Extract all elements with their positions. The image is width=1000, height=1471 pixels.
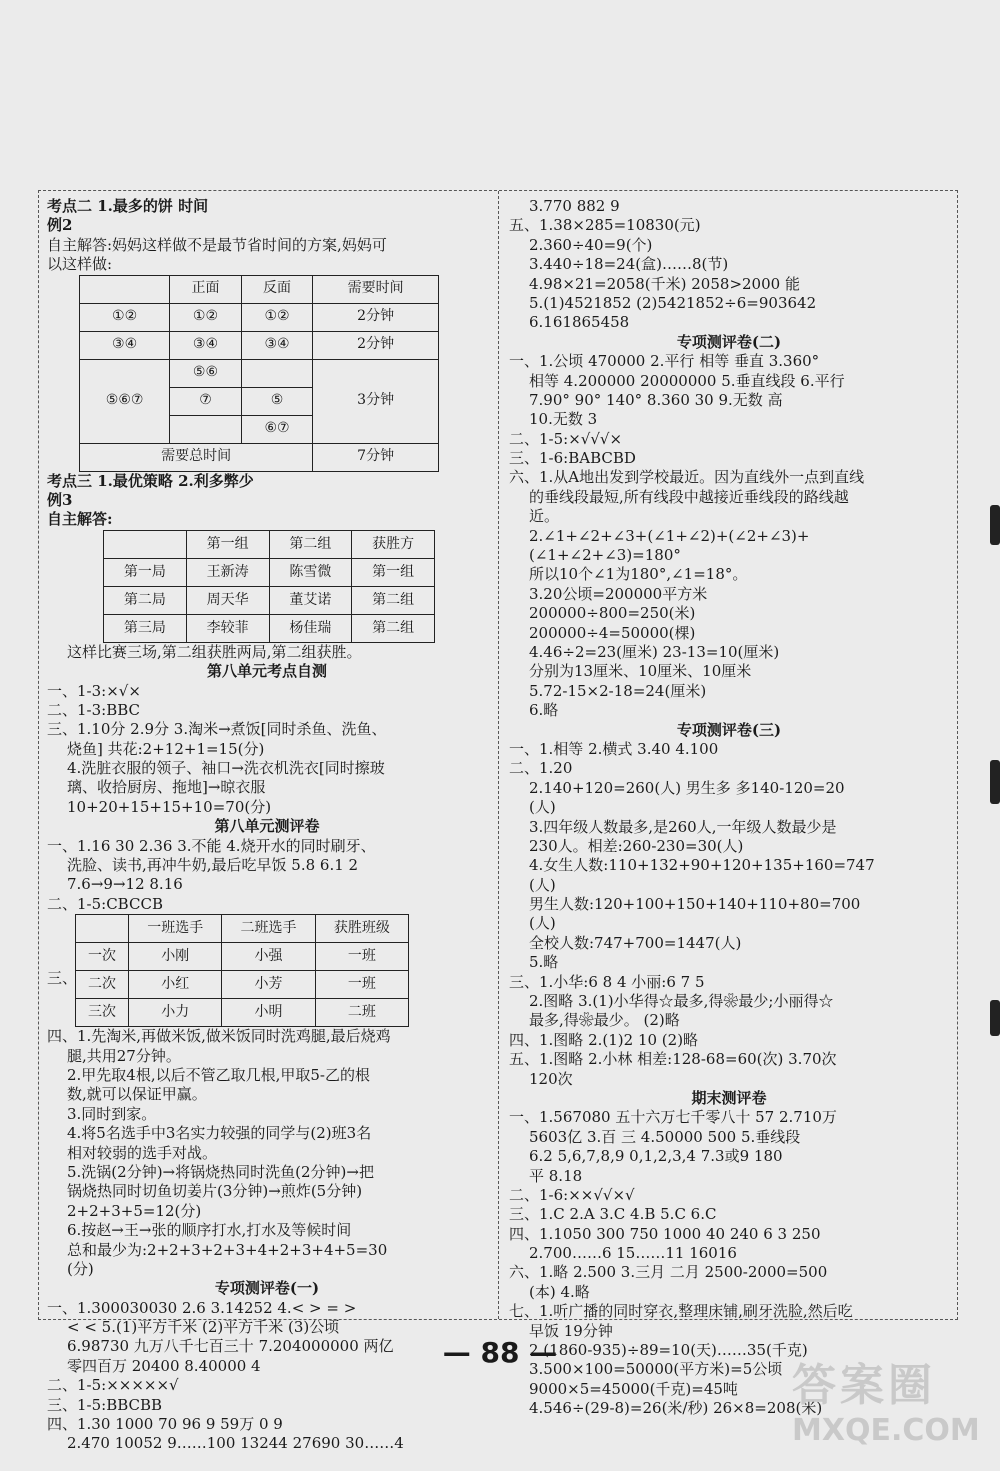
section-heading: 期末测评卷	[691, 1088, 767, 1107]
right-column	[509, 197, 949, 1419]
text-line: 七、1.听广播的同时穿衣,整理床铺,刷牙洗脸,然后吃	[509, 1302, 853, 1321]
text-line: 6.2 5,6,7,8,9 0,1,2,3,4 7.3或9 180	[529, 1147, 783, 1166]
text-line: 二、1.20	[509, 759, 573, 778]
section-heading: 第八单元考点自测	[206, 662, 327, 681]
table-cell: 二班选手	[222, 915, 315, 943]
text-line: 最多,得❀最少。 (2)略	[529, 1011, 680, 1030]
text-line: (人)	[529, 914, 556, 933]
text-line: 一、1.16 30 2.36 3.不能 4.烧开水的同时刷牙、	[47, 836, 376, 855]
text-line: 二、1-3:BBC	[47, 700, 141, 719]
text-line: 例2	[47, 216, 73, 235]
table-cell: 需要总时间	[80, 443, 313, 471]
watermark-url: MXQE.COM	[792, 1413, 980, 1448]
binding-mark	[990, 505, 1000, 545]
table-cell: 小强	[222, 943, 315, 971]
table-cell: 小力	[129, 999, 222, 1027]
text-line: 230人。相差:260-230=30(人)	[529, 836, 744, 855]
text-line: 总和最少为:2+2+3+2+3+4+2+3+4+5=30	[67, 1240, 388, 1259]
table-cell: 获胜班级	[315, 915, 408, 943]
text-line: (人)	[529, 875, 556, 894]
text-line: 5603亿 3.百 三 4.50000 500 5.垂线段	[529, 1127, 801, 1146]
table-cell: ⑥⑦	[241, 415, 313, 443]
text-line: 7.90° 90° 140° 8.360 30 9.无数 高	[529, 390, 783, 409]
table-cell	[80, 275, 170, 303]
text-line: 腿,共用27分钟。	[67, 1046, 181, 1065]
table-cell: ③④	[80, 331, 170, 359]
table-cell: 二班	[315, 999, 408, 1027]
table-cell: 杨佳瑞	[269, 614, 352, 642]
table-cell: 小红	[129, 971, 222, 999]
table-cell: 需要时间	[313, 275, 439, 303]
text-line: 2.甲先取4根,以后不管乙取几根,甲取5-乙的根	[67, 1065, 371, 1084]
table-cell: 周天华	[186, 586, 269, 614]
text-line: 平 8.18	[529, 1166, 583, 1185]
text-line: < < 5.(1)平方千米 (2)平方千米 (3)公顷	[67, 1318, 340, 1337]
section-heading: 专项测评卷(三)	[676, 720, 782, 739]
text-line: 4.将5名选手中3名实力较强的同学与(2)班3名	[67, 1124, 372, 1143]
table-cell: 李较菲	[186, 614, 269, 642]
text-line: 早饭 19分钟	[529, 1321, 613, 1340]
table-cell: ⑦	[170, 387, 242, 415]
table-cell: ③④	[170, 331, 242, 359]
table-cell: 小明	[222, 999, 315, 1027]
text-line: 10+20+15+15+10=70(分)	[67, 797, 272, 816]
text-line: 相等 4.200000 20000000 5.垂直线段 6.平行	[529, 371, 845, 390]
text-line: 四、1.30 1000 70 96 9 59万 0 9	[47, 1415, 283, 1434]
text-line: 三、1.小华:6 8 4 小丽:6 7 5	[509, 972, 705, 991]
section-heading: 专项测评卷(二)	[676, 332, 782, 351]
text-line: 2.140+120=260(人) 男生多 多140-120=20	[529, 778, 845, 797]
text-line: 二、1-6:××√√×√	[509, 1185, 635, 1204]
text-line: 3.20公顷=200000平方米	[529, 584, 708, 603]
text-line: 一、1.300030030 2.6 3.14252 4.< > = >	[47, 1298, 357, 1317]
text-line: 2.360÷40=9(个)	[529, 235, 653, 254]
text-line: 男生人数:120+100+150+140+110+80=700	[529, 895, 861, 914]
text-line: 五、1.图略 2.小林 相差:128-68=60(次) 3.70次	[509, 1050, 837, 1069]
table-cell: 第一局	[104, 558, 187, 586]
text-line: 4.女生人数:110+132+90+120+135+160=747	[529, 856, 875, 875]
table-cell: 2分钟	[313, 303, 439, 331]
text-line: 9000×5=45000(千克)=45吨	[529, 1379, 738, 1398]
text-line: 3.同时到家。	[67, 1104, 157, 1123]
text-line: 一、1.相等 2.横式 3.40 4.100	[509, 739, 719, 758]
page-number: — 88 —	[442, 1336, 558, 1369]
text-line: 3.770 882 9	[529, 197, 620, 215]
text-line: 5.72-15×2-18=24(厘米)	[529, 681, 707, 700]
table-cell: ⑤	[241, 387, 313, 415]
text-line: 的垂线段最短,所有线段中越接近垂线段的路线越	[529, 487, 849, 506]
text-line: 例3	[47, 490, 73, 509]
text-line: 4.洗脏衣服的领子、袖口→洗衣机洗衣[同时擦玻	[67, 759, 385, 778]
text-line: 以这样做:	[47, 255, 113, 274]
table-cell: 正面	[170, 275, 242, 303]
left-column	[47, 197, 487, 1454]
text-line: 烧鱼] 共花:2+12+1=15(分)	[67, 739, 265, 758]
text-line: 5.略	[529, 953, 559, 972]
text-line: 5.洗锅(2分钟)→将锅烧热同时洗鱼(2分钟)→把	[67, 1162, 374, 1181]
text-line: 2.图略 3.(1)小华得☆最多,得❀最少;小丽得☆	[529, 992, 834, 1011]
text-line: 分别为13厘米、10厘米、10厘米	[529, 662, 752, 681]
table-cell: 第二组	[352, 586, 435, 614]
text-line: (∠1+∠2+∠3)=180°	[529, 546, 681, 565]
table-cell: 7分钟	[313, 443, 439, 471]
text-line: 相对较弱的选手对战。	[67, 1143, 218, 1162]
text-line: 200000÷800=250(米)	[529, 604, 696, 623]
match-table	[103, 530, 435, 643]
table-cell: 第一组	[352, 558, 435, 586]
column-divider	[498, 191, 499, 1319]
table-cell: ①②	[80, 303, 170, 331]
table-cell: 王新涛	[186, 558, 269, 586]
table-cell: 一班	[315, 971, 408, 999]
text-line: 6.略	[529, 701, 559, 720]
table-cell: 第二局	[104, 586, 187, 614]
text-line: 4.98×21=2058(千米) 2058>2000 能	[529, 274, 800, 293]
table-cell: 3分钟	[313, 359, 439, 443]
text-line: 2.470 10052 9……100 13244 27690 30……4	[67, 1434, 404, 1453]
text-line: 2.∠1+∠2+∠3+(∠1+∠2)+(∠2+∠3)+	[529, 526, 810, 545]
text-line: 四、1.1050 300 750 1000 40 240 6 3 250	[509, 1224, 821, 1243]
text-line: 3.四年级人数最多,是260人,一年级人数最少是	[529, 817, 837, 836]
table-cell: ①②	[170, 303, 242, 331]
text-line: 120次	[529, 1069, 573, 1088]
text-line: 近。	[529, 507, 560, 526]
table-cell: 第一组	[186, 530, 269, 558]
text-line: 200000÷4=50000(棵)	[529, 623, 696, 642]
table-cell: 一次	[76, 943, 129, 971]
text-line: 一、1-3:×√×	[47, 681, 141, 700]
table-cell: 反面	[241, 275, 313, 303]
binding-mark	[990, 1000, 1000, 1036]
watermark-logo	[792, 1349, 980, 1459]
text-line: 四、1.先淘米,再做米饭,做米饭同时洗鸡腿,最后烧鸡	[47, 1027, 391, 1046]
text-line: 三、1.10分 2.9分 3.淘米→煮饭[同时杀鱼、洗鱼、	[47, 720, 387, 739]
text-line: 6.98730 九万八千七百三十 7.204000000 两亿	[67, 1337, 394, 1356]
table-cell	[104, 530, 187, 558]
text-line: (分)	[67, 1259, 94, 1278]
table-cell	[170, 415, 242, 443]
table-cell: 第三局	[104, 614, 187, 642]
table-cell: ⑤⑥	[170, 359, 242, 387]
text-line: 7.6→9→12 8.16	[67, 875, 183, 894]
table-cell	[76, 915, 129, 943]
text-line: 5.(1)4521852 (2)5421852÷6=903642	[529, 293, 817, 312]
table-cell: 获胜方	[352, 530, 435, 558]
text-line: 数,就可以保证甲赢。	[67, 1085, 207, 1104]
table-cell: ⑤⑥⑦	[80, 359, 170, 443]
time-plan-table	[79, 275, 439, 472]
section-heading: 专项测评卷(一)	[214, 1279, 320, 1298]
text-line: 考点三 1.最优策略 2.利多弊少	[47, 471, 254, 490]
selection-table-block	[47, 914, 487, 1027]
text-line: 自主解答:妈妈这样做不是最节省时间的方案,妈妈可	[47, 235, 387, 254]
watermark-text: 答案圈	[792, 1360, 936, 1411]
selection-table	[75, 914, 409, 1027]
text-line: 二、1-5:×√√√×	[509, 429, 623, 448]
text-line: 三、1-5:BBCBB	[47, 1395, 163, 1414]
text-line: 4.546÷(29-8)=26(米/秒) 26×8=208(米)	[529, 1399, 823, 1418]
text-line: 五、1.38×285=10830(元)	[509, 216, 701, 235]
text-line: 4.46÷2=23(厘米) 23-13=10(厘米)	[529, 642, 780, 661]
table-cell: ①②	[241, 303, 313, 331]
text-line: 考点二 1.最多的饼 时间	[47, 197, 209, 215]
text-line: 10.无数 3	[529, 410, 598, 429]
text-line: 锅烧热同时切鱼切姜片(3分钟)→煎炸(5分钟)	[67, 1182, 363, 1201]
text-line: 6.161865458	[529, 313, 630, 332]
table-cell: 小刚	[129, 943, 222, 971]
text-line: 自主解答:	[47, 510, 113, 529]
question-label: 三、	[47, 969, 78, 988]
text-line: 六、1.略 2.500 3.三月 二月 2500-2000=500	[509, 1263, 828, 1282]
text-line: 六、1.从A地出发到学校最近。因为直线外一点到直线	[509, 468, 865, 487]
table-cell: 一班	[315, 943, 408, 971]
text-line: 3.440÷18=24(盒)……8(节)	[529, 255, 729, 274]
table-cell: ③④	[241, 331, 313, 359]
text-line: 四、1.图略 2.(1)2 10 (2)略	[509, 1030, 699, 1049]
text-line: 三、1-6:BABCBD	[509, 449, 636, 468]
table-cell	[241, 359, 313, 387]
table-cell: 第二组	[352, 614, 435, 642]
text-line: 3.500×100=50000(平方米)=5公顷	[529, 1360, 783, 1379]
text-line: 三、1.C 2.A 3.C 4.B 5.C 6.C	[509, 1205, 717, 1224]
table-cell: 2分钟	[313, 331, 439, 359]
text-line: 一、1.公顷 470000 2.平行 相等 垂直 3.360°	[509, 352, 820, 371]
text-line: 洗脸、读书,再冲牛奶,最后吃早饭 5.8 6.1 2	[67, 856, 359, 875]
table-cell: 小芳	[222, 971, 315, 999]
text-line: 璃、收拾厨房、拖地]→晾衣服	[67, 778, 266, 797]
text-line: 这样比赛三场,第二组获胜两局,第二组获胜。	[67, 642, 362, 661]
text-line: 2.(1860-935)÷89=10(天)……35(千克)	[529, 1341, 808, 1360]
text-line: (人)	[529, 798, 556, 817]
section-heading: 第八单元测评卷	[214, 817, 320, 836]
binding-mark	[990, 760, 1000, 804]
text-line: 一、1.567080 五十六万七千零八十 57 2.710万	[509, 1108, 837, 1127]
text-line: 全校人数:747+700=1447(人)	[529, 933, 742, 952]
text-line: 零四百万 20400 8.40000 4	[67, 1356, 261, 1375]
text-line: (本) 4.略	[529, 1282, 590, 1301]
table-cell: 董艾诺	[269, 586, 352, 614]
table-cell: 第二组	[269, 530, 352, 558]
table-cell: 二次	[76, 971, 129, 999]
text-line: 2.700……6 15……11 16016	[529, 1244, 737, 1263]
text-line: 2+2+3+5=12(分)	[67, 1201, 202, 1220]
text-line: 二、1-5:CBCCB	[47, 894, 163, 913]
table-cell: 三次	[76, 999, 129, 1027]
table-cell: 陈雪微	[269, 558, 352, 586]
text-line: 所以10个∠1为180°,∠1=18°。	[529, 565, 748, 584]
text-line: 二、1-5:×××××√	[47, 1376, 179, 1395]
text-line: 6.按赵→王→张的顺序打水,打水及等候时间	[67, 1221, 352, 1240]
table-cell: 一班选手	[129, 915, 222, 943]
